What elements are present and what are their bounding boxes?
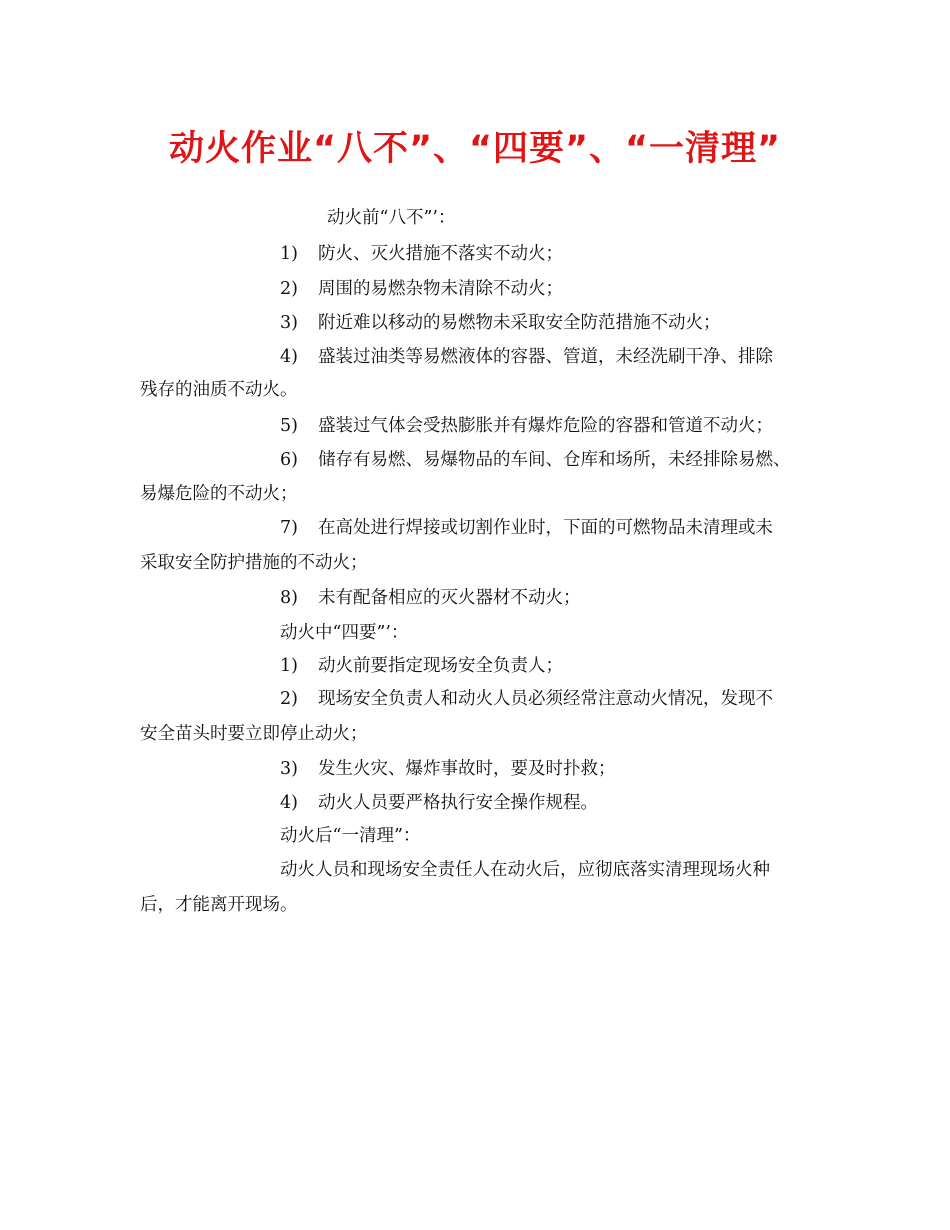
list-item xyxy=(280,791,598,815)
item-text: 附近难以移动的易燃物未采取安全防范措施不动火； xyxy=(318,313,721,333)
item-text: 未有配备相应的灭火器材不动火； xyxy=(318,588,581,608)
item-number: 2) xyxy=(280,689,298,709)
item-number: 1) xyxy=(280,244,298,264)
item-text: 周围的易燃杂物未清除不动火； xyxy=(318,279,563,299)
list-item-continuation: 易爆危险的不动火； xyxy=(140,484,298,504)
item-number: 1) xyxy=(280,656,298,676)
item-number: 8) xyxy=(280,588,298,608)
item-number: 4) xyxy=(280,347,298,367)
item-text: 盛装过气体会受热膨胀并有爆炸危险的容器和管道不动火； xyxy=(318,416,773,436)
item-text: 发生火灾、爆炸事故时，要及时扑救； xyxy=(318,759,616,779)
list-item-continuation: 安全苗头时要立即停止动火； xyxy=(140,724,368,744)
list-item xyxy=(280,242,563,266)
item-number: 4) xyxy=(280,793,298,813)
item-number: 7) xyxy=(280,518,298,538)
item-number: 2) xyxy=(280,279,298,299)
list-item-continuation: 残存的油质不动火。 xyxy=(140,380,298,400)
list-item-continuation: 采取安全防护措施的不动火； xyxy=(140,553,368,573)
item-number: 6) xyxy=(280,450,298,470)
item-text: 动火人员要严格执行安全操作规程。 xyxy=(318,793,598,813)
item-text: 现场安全负责人和动火人员必须经常注意动火情况，发现不 xyxy=(318,689,773,709)
item-number: 3) xyxy=(280,759,298,779)
item-text: 盛装过油类等易燃液体的容器、管道，未经洗刷干净、排除 xyxy=(318,347,773,367)
section-after-heading: 动火后“一清理”： xyxy=(280,826,421,846)
item-text: 动火前要指定现场安全负责人； xyxy=(318,656,563,676)
section-during-heading: 动火中“四要”’： xyxy=(280,623,409,643)
item-number: 5) xyxy=(280,416,298,436)
list-item xyxy=(280,414,773,438)
item-text: 防火、灭火措施不落实不动火； xyxy=(318,244,563,264)
list-item xyxy=(280,277,563,301)
document-title: 动火作业“八不”、“四要”、“一清理” xyxy=(168,129,782,169)
item-number: 3) xyxy=(280,313,298,333)
paragraph-continuation: 后，才能离开现场。 xyxy=(140,895,298,915)
list-item xyxy=(280,687,773,711)
list-item xyxy=(280,448,791,472)
list-item xyxy=(280,345,773,369)
item-text: 储存有易燃、易爆物品的车间、仓库和场所，未经排除易燃、 xyxy=(318,450,791,470)
item-text: 在高处进行焊接或切割作业时，下面的可燃物品未清理或未 xyxy=(318,518,773,538)
paragraph: 动火人员和现场安全责任人在动火后，应彻底落实清理现场火种 xyxy=(280,860,770,880)
list-item xyxy=(280,654,563,678)
list-item xyxy=(280,516,773,540)
list-item xyxy=(280,586,581,610)
list-item xyxy=(280,311,721,335)
section-before-heading: 动火前“八不”’： xyxy=(327,208,456,228)
list-item xyxy=(280,757,616,781)
